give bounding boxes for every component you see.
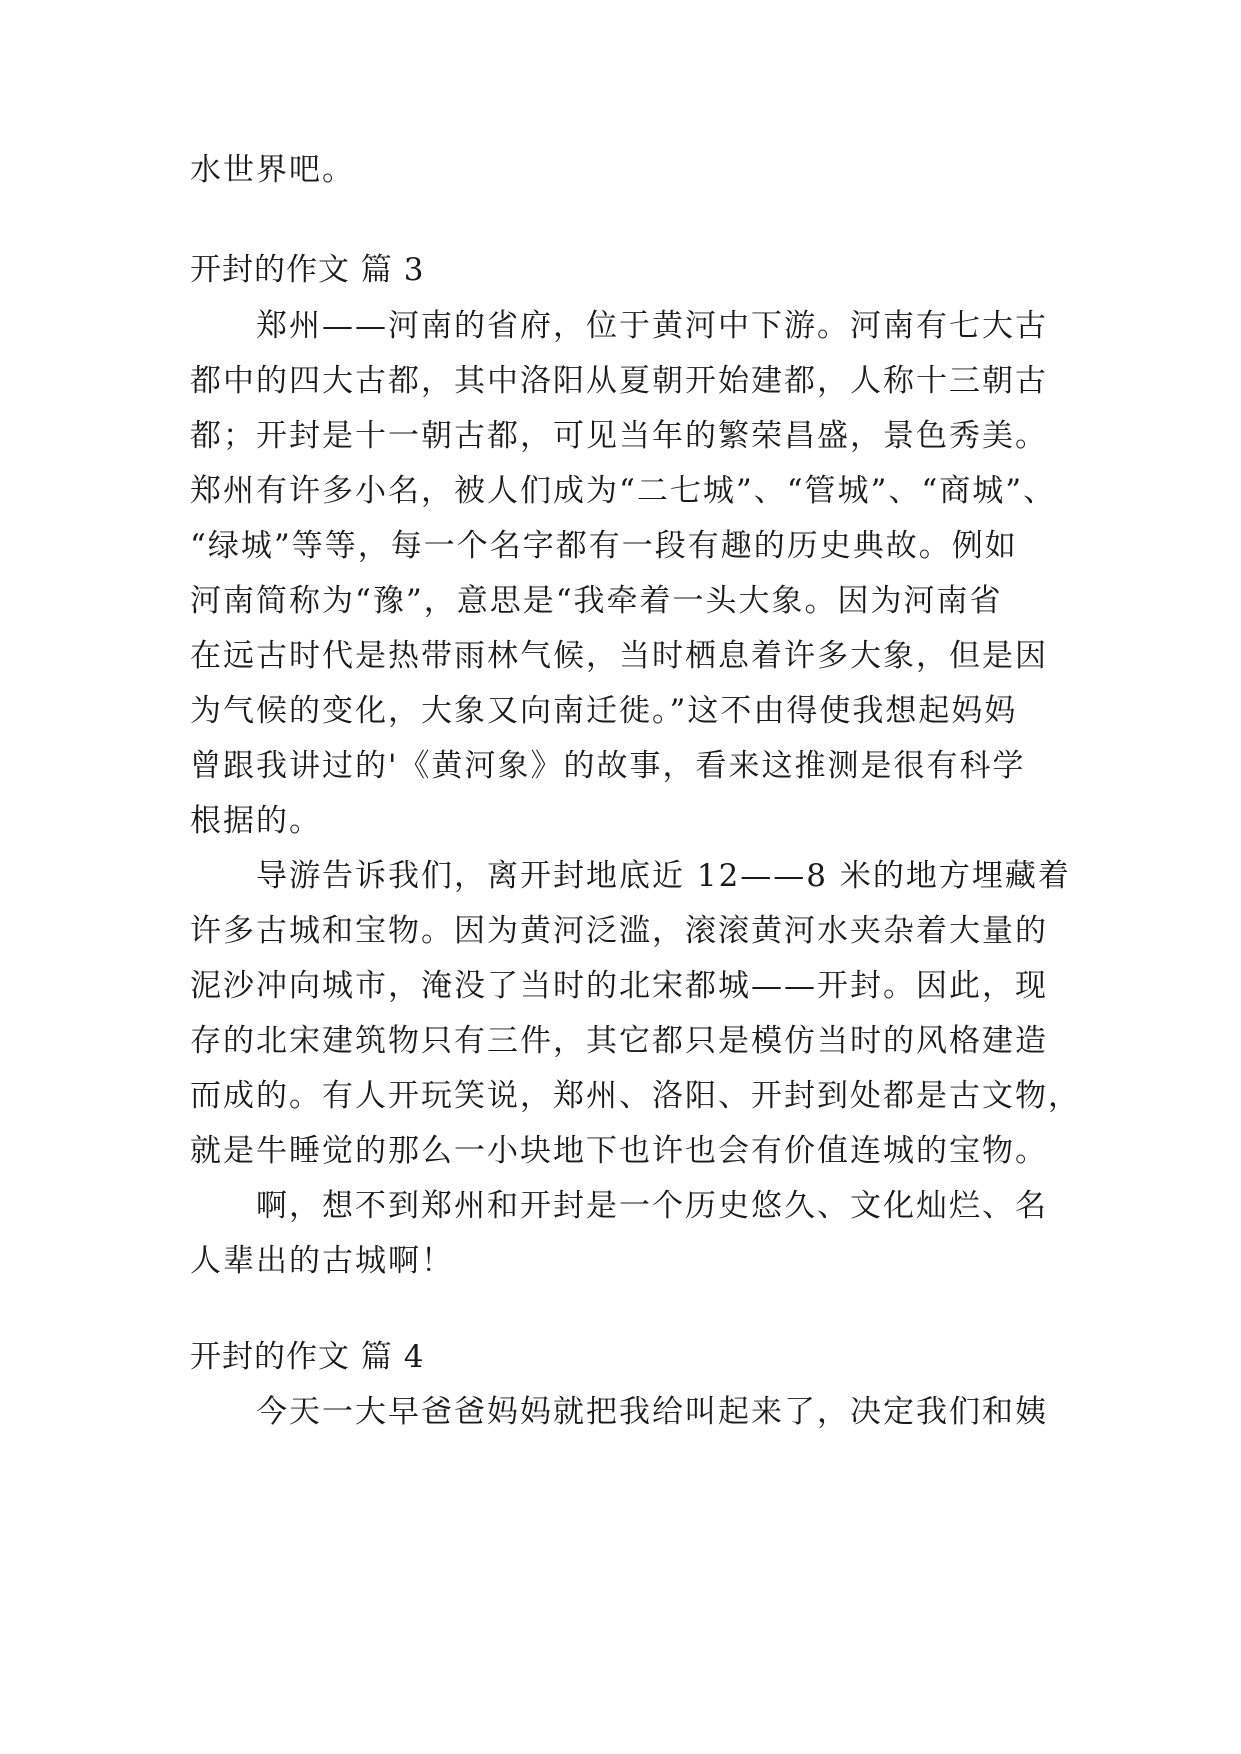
paragraph-line: 人辈出的古城啊！ bbox=[190, 1243, 454, 1279]
paragraph-line: “绿城”等等，每一个名字都有一段有趣的历史典故。例如 bbox=[190, 528, 1018, 564]
paragraph-line: 都中的四大古都，其中洛阳从夏朝开始建都，人称十三朝古 bbox=[190, 363, 1048, 399]
paragraph-line: 水世界吧。 bbox=[190, 152, 355, 188]
paragraph-line: 都；开封是十一朝古都，可见当年的繁荣昌盛，景色秀美。 bbox=[190, 418, 1048, 454]
paragraph-line: 就是牛睡觉的那么一小块地下也许也会有价值连城的宝物。 bbox=[190, 1133, 1048, 1169]
paragraph-line: 今天一大早爸爸妈妈就把我给叫起来了，决定我们和姨 bbox=[256, 1394, 1048, 1430]
paragraph-line: 许多古城和宝物。因为黄河泛滥，滚滚黄河水夹杂着大量的 bbox=[190, 913, 1048, 949]
paragraph-line: 而成的。有人开玩笑说，郑州、洛阳、开封到处都是古文物， bbox=[190, 1078, 1081, 1114]
paragraph-line: 曾跟我讲过的'《黄河象》的故事，看来这推测是很有科学 bbox=[190, 748, 1026, 784]
paragraph-line: 在远古时代是热带雨林气候，当时栖息着许多大象，但是因 bbox=[190, 638, 1048, 674]
section-heading: 开封的作文 篇 4 bbox=[190, 1339, 425, 1375]
paragraph-line: 为气候的变化，大象又向南迁徙。”这不由得使我想起妈妈 bbox=[190, 693, 1018, 729]
paragraph-line: 导游告诉我们，离开封地底近 12——8 米的地方埋藏着 bbox=[256, 858, 1071, 894]
paragraph-line: 泥沙冲向城市，淹没了当时的北宋都城——开封。因此，现 bbox=[190, 968, 1048, 1004]
paragraph-line: 啊，想不到郑州和开封是一个历史悠久、文化灿烂、名 bbox=[256, 1188, 1048, 1224]
paragraph-line: 郑州有许多小名，被人们成为“二七城”、“管城”、“商城”、 bbox=[190, 473, 1057, 509]
paragraph-line: 根据的。 bbox=[190, 803, 322, 839]
section-heading: 开封的作文 篇 3 bbox=[190, 252, 425, 288]
paragraph-line: 郑州——河南的省府，位于黄河中下游。河南有七大古 bbox=[256, 308, 1048, 344]
paragraph-line: 河南简称为“豫”，意思是“我牵着一头大象。因为河南省 bbox=[190, 583, 1003, 619]
paragraph-line: 存的北宋建筑物只有三件，其它都只是模仿当时的风格建造 bbox=[190, 1023, 1048, 1059]
